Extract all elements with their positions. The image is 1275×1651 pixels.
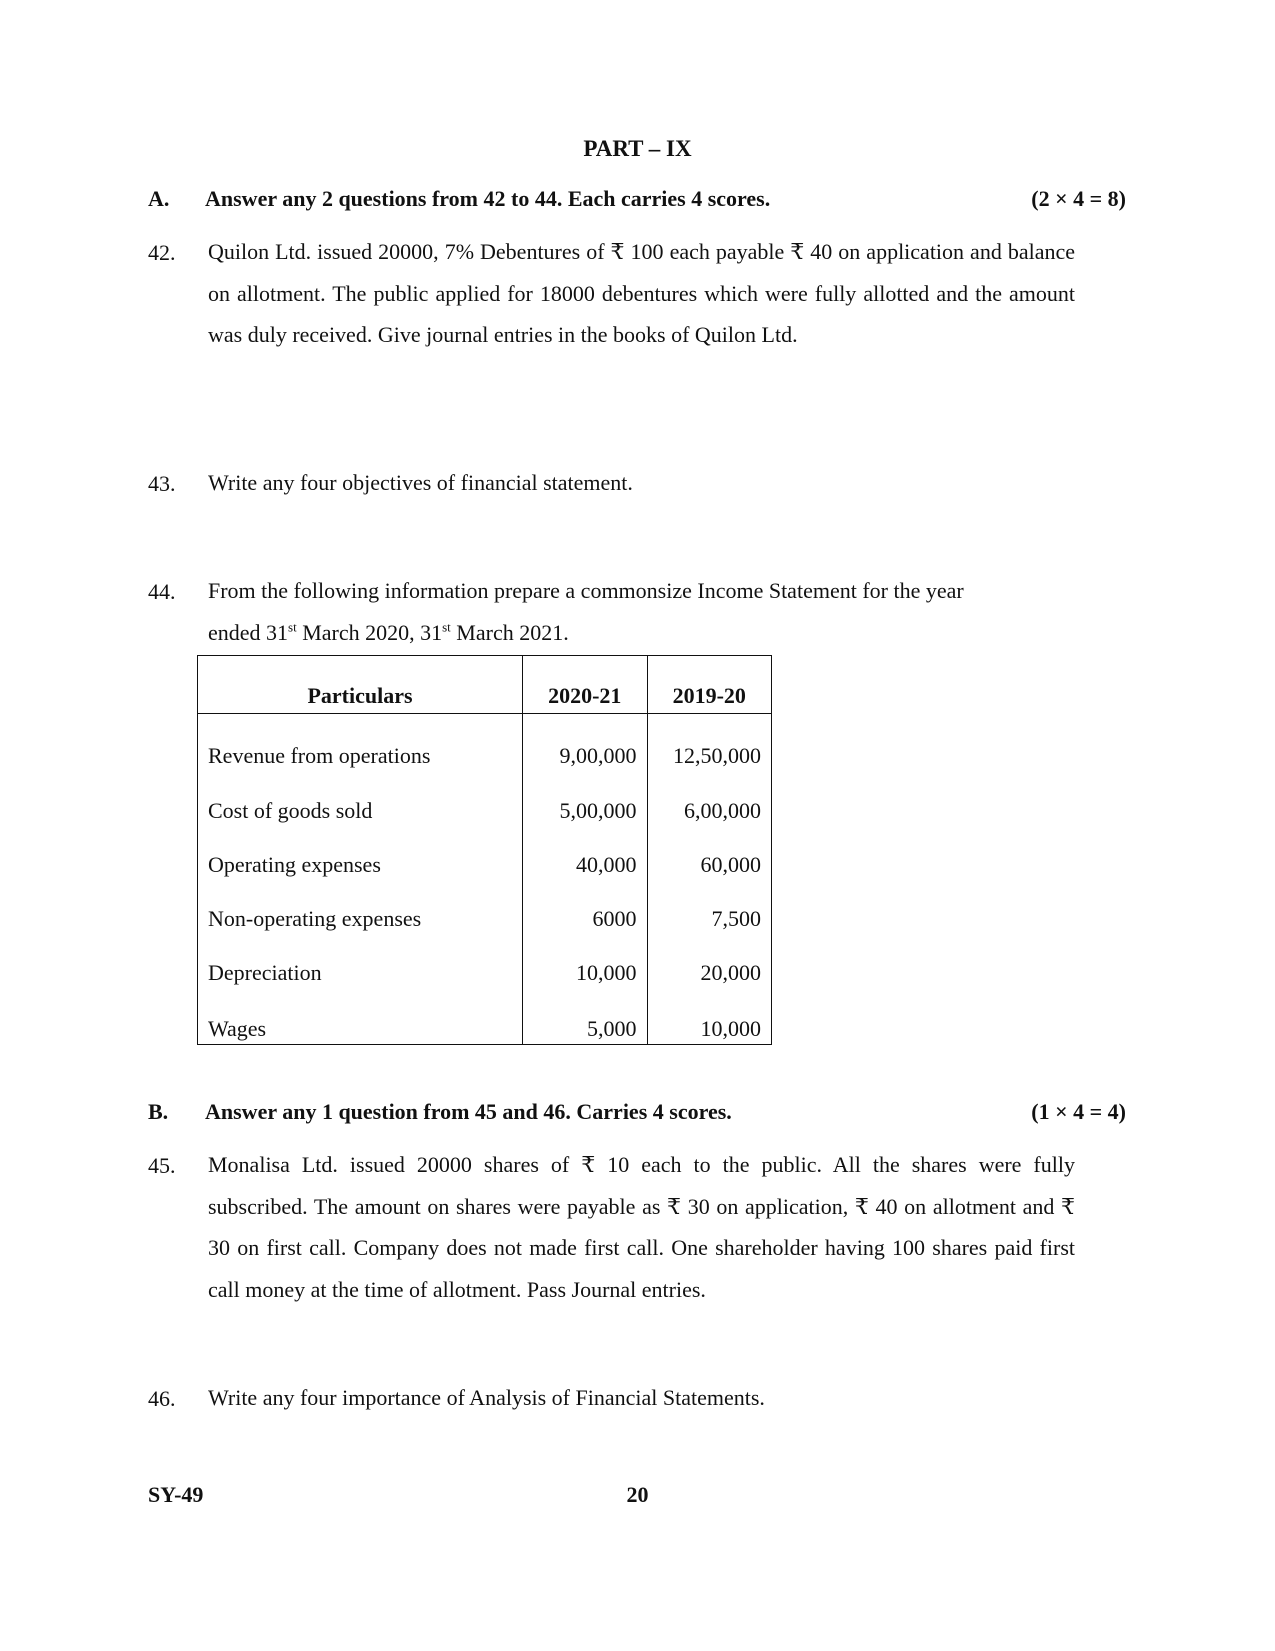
section-b-letter: B. [148, 1099, 169, 1124]
row-value-2019-20: 6,00,000 [647, 784, 771, 838]
question-43-number: 43. [148, 471, 176, 496]
row-value-2019-20: 10,000 [647, 1000, 771, 1045]
question-42-number: 42. [148, 240, 176, 265]
row-label: Depreciation [198, 946, 523, 1000]
row-value-2020-21: 5,000 [523, 1000, 647, 1045]
question-45-text: Monalisa Ltd. issued 20000 shares of ₹ 10 each to the public. All the shares were fully subscribed. The amount on shares were payable as ₹ 30 on application, ₹ 40 on allotment and ₹ 30 on first call. Company does not made first call. One shareholder having 100 shares paid first call money at the time of allotment. Pass Journal entries. [208, 1152, 1075, 1302]
part-title: PART – IX [583, 136, 692, 161]
question-45-number: 45. [148, 1153, 176, 1178]
table-row [198, 784, 772, 838]
table-row [198, 838, 772, 892]
header-particulars: Particulars [198, 656, 523, 714]
section-b-score: (1 × 4 = 4) [1031, 1099, 1126, 1124]
row-value-2020-21: 9,00,000 [523, 714, 647, 785]
table-row [198, 946, 772, 1000]
question-44-text [208, 570, 1075, 653]
table-row [198, 1000, 772, 1045]
row-value-2020-21: 10,000 [523, 946, 647, 1000]
row-label: Cost of goods sold [198, 784, 523, 838]
header-2019-20: 2019-20 [647, 656, 771, 714]
q44-line2-part-a: ended 31 [208, 619, 289, 645]
table-row [198, 892, 772, 946]
section-a-letter: A. [148, 186, 170, 211]
q44-superscript-1: st [288, 619, 297, 635]
row-value-2019-20: 7,500 [647, 892, 771, 946]
row-value-2020-21: 6000 [523, 892, 647, 946]
row-value-2019-20: 12,50,000 [647, 714, 771, 785]
section-a-instruction: Answer any 2 questions from 42 to 44. Each carries 4 scores. [205, 186, 771, 211]
row-value-2020-21: 5,00,000 [523, 784, 647, 838]
table-row [198, 714, 772, 785]
question-44-line2 [208, 612, 1075, 654]
table-header-row [198, 656, 772, 714]
question-46-text: Write any four importance of Analysis of Financial Statements. [208, 1385, 765, 1410]
question-43-text: Write any four objectives of financial statement. [208, 470, 633, 495]
page-number: 20 [626, 1482, 649, 1507]
row-label: Operating expenses [198, 838, 523, 892]
header-2020-21: 2020-21 [523, 656, 647, 714]
row-label: Revenue from operations [198, 714, 523, 785]
row-label: Wages [198, 1000, 523, 1045]
q44-line2-part-c: March 2021. [450, 619, 569, 645]
row-value-2020-21: 40,000 [523, 838, 647, 892]
income-statement-table [197, 655, 772, 1045]
q44-line2-part-b: March 2020, 31 [296, 619, 443, 645]
row-value-2019-20: 60,000 [647, 838, 771, 892]
question-44-number: 44. [148, 579, 176, 604]
question-44-line1: From the following information prepare a commonsize Income Statement for the year [208, 578, 964, 603]
section-a-score: (2 × 4 = 8) [1031, 186, 1126, 211]
question-42-text: Quilon Ltd. issued 20000, 7% Debentures of ₹ 100 each payable ₹ 40 on application and balance on allotment. The public applied for 18000 debentures which were fully allotted and the amount was duly received. Give journal entries in the books of Quilon Ltd. [208, 239, 1075, 347]
row-value-2019-20: 20,000 [647, 946, 771, 1000]
question-46-number: 46. [148, 1386, 176, 1411]
paper-code: SY-49 [148, 1482, 204, 1507]
row-label: Non-operating expenses [198, 892, 523, 946]
section-b-instruction: Answer any 1 question from 45 and 46. Carries 4 scores. [205, 1099, 732, 1124]
q44-superscript-2: st [442, 619, 451, 635]
